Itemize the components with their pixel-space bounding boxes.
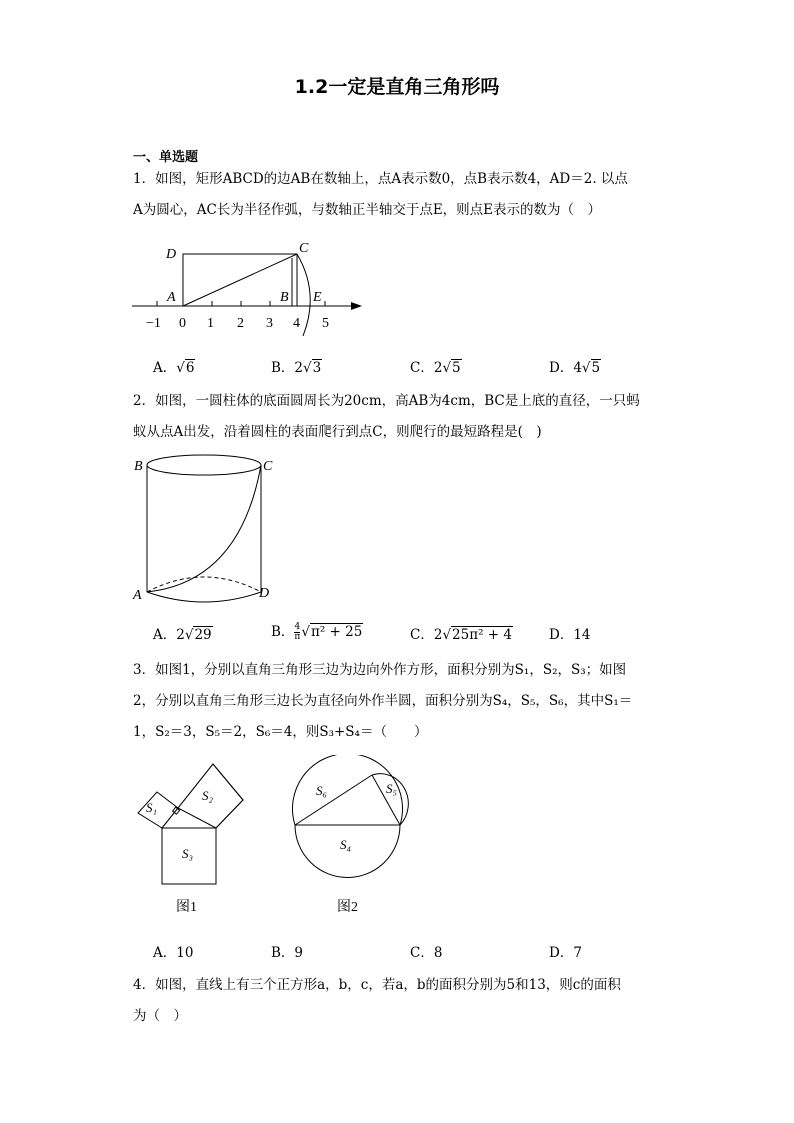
option-value: 14 — [573, 627, 591, 643]
option-coef: 2 — [176, 627, 185, 643]
question-2-line-2: 蚁从点A出发，沿着圆柱的表面爬行到点C，则爬行的最短路程是( ) — [133, 424, 542, 440]
option-coef: 4 — [573, 360, 582, 376]
label-s6: S₆ — [316, 783, 328, 798]
option-coef: 2 — [294, 360, 304, 376]
tick-label: 4 — [293, 316, 300, 331]
fraction-numerator: 4 — [294, 622, 301, 632]
label-s2: S₂ — [202, 788, 214, 803]
label-c: C — [263, 459, 273, 474]
option-label: C． — [410, 945, 434, 961]
question-3-line-3: 1，S₂＝3，S₅＝2，S₆＝4，则S₃+S₄＝（ ） — [133, 724, 428, 740]
question-3-figure-2 — [280, 755, 430, 925]
option-value: 8 — [433, 945, 443, 961]
q2-option-d[interactable] — [549, 623, 591, 643]
question-4-line-1: 4．如图，直线上有三个正方形a，b，c，若a，b的面积分别为5和13，则c的面积 — [133, 977, 621, 993]
q1-option-b[interactable]: B．2√3 — [271, 360, 322, 376]
tick-label: 2 — [237, 316, 244, 331]
label-a: A — [133, 588, 142, 603]
fraction-denominator: π — [294, 632, 301, 642]
q1-option-d[interactable]: D．4√5 — [549, 360, 601, 376]
caption-fig2: 图2 — [337, 900, 358, 915]
label-s3: S₃ — [182, 846, 194, 861]
q3-option-b[interactable] — [271, 941, 303, 961]
question-1-line-2: A为圆心，AC长为半径作弧，与数轴正半轴交于点E，则点E表示的数为（ ） — [133, 202, 602, 218]
tick-label: 3 — [266, 316, 273, 331]
option-value: 10 — [176, 945, 194, 961]
label-s1: S₁ — [146, 800, 158, 815]
question-1-figure — [130, 238, 370, 338]
option-radicand: 3 — [312, 360, 322, 376]
question-3-figure-1 — [130, 755, 250, 925]
label-c: C — [299, 241, 309, 256]
question-2-figure — [130, 452, 280, 604]
question-4-line-2: 为（ ） — [133, 1008, 187, 1024]
question-4-text — [133, 970, 663, 1032]
option-label: B． — [271, 360, 295, 376]
option-label: A． — [153, 360, 177, 376]
q1-option-c[interactable]: C．2√5 — [410, 360, 461, 376]
question-3-text — [133, 655, 663, 748]
label-d: D — [166, 247, 177, 262]
q3-option-d[interactable] — [549, 941, 582, 961]
option-label: C． — [410, 360, 434, 376]
square-s1 — [138, 792, 178, 828]
option-radicand: 5 — [591, 360, 601, 376]
label-d: D — [259, 586, 270, 601]
label-e: E — [313, 290, 322, 305]
option-value: 9 — [294, 945, 304, 961]
q1-option-a[interactable]: A．√6 — [153, 360, 195, 376]
option-label: C． — [410, 627, 434, 643]
option-radicand: 25π² + 4 — [452, 627, 512, 643]
bottom-back-arc — [147, 577, 261, 592]
q3-option-a[interactable] — [153, 941, 193, 961]
label-s5: S₅ — [386, 781, 398, 796]
label-b: B — [134, 459, 143, 474]
q2-option-b[interactable]: B． $\frac{4}{\pi}$ √π² + 25 — [271, 622, 363, 642]
caption-fig1: 图1 — [176, 900, 197, 915]
option-radicand: 5 — [452, 360, 461, 376]
bottom-front-arc — [147, 592, 261, 602]
tick-label: 0 — [179, 316, 186, 331]
option-label: B． — [271, 624, 295, 640]
tick-label: −1 — [146, 316, 161, 331]
question-3-line-1: 3．如图1，分别以直角三角形三边为边向外作方形，面积分别为S₁，S₂，S₃；如图 — [133, 662, 627, 678]
option-radicand: π² + 25 — [310, 624, 363, 640]
question-3-line-2: 2，分别以直角三角形三边长为直径向外作半圆，面积分别为S₄，S₅，S₆，其中S₁＝ — [133, 693, 633, 709]
q3-option-c[interactable] — [410, 941, 442, 961]
q2-option-a[interactable]: A．2√29 — [153, 627, 212, 643]
option-label: A． — [153, 627, 177, 643]
option-radicand: 6 — [185, 360, 195, 376]
tick-label: 1 — [207, 316, 214, 331]
option-coef: 2 — [433, 360, 443, 376]
ant-path — [147, 465, 261, 592]
question-2-line-1: 2．如图，一圆柱体的底面圆周长为20cm，高AB为4cm，BC是上底的直径，一只蚂 — [133, 393, 640, 409]
leg-1 — [295, 775, 372, 825]
option-coef: 2 — [433, 627, 443, 643]
option-label: B． — [271, 945, 295, 961]
option-value: 7 — [573, 945, 582, 961]
option-label: D． — [549, 945, 574, 961]
top-ellipse — [147, 455, 261, 475]
question-2-text — [133, 386, 663, 448]
option-label: D． — [549, 360, 574, 376]
section-heading: 一、单选题 — [133, 150, 199, 165]
tick-label: 5 — [322, 316, 329, 331]
question-1-text — [133, 164, 663, 226]
question-1-line-1: 1．如图，矩形ABCD的边AB在数轴上，点A表示数0，点B表示数4，AD＝2. 以点 — [133, 171, 628, 187]
option-fraction — [294, 623, 300, 642]
option-radicand: 29 — [194, 627, 212, 643]
label-a: A — [167, 290, 176, 305]
option-label: D． — [549, 627, 574, 643]
label-b: B — [280, 290, 289, 305]
option-label: A． — [153, 945, 177, 961]
q2-option-c[interactable]: C．2√25π² + 4 — [410, 627, 512, 643]
axis-arrow — [351, 302, 362, 310]
label-s4: S₄ — [340, 837, 352, 852]
page-title: 1.2一定是直角三角形吗 — [294, 76, 500, 98]
